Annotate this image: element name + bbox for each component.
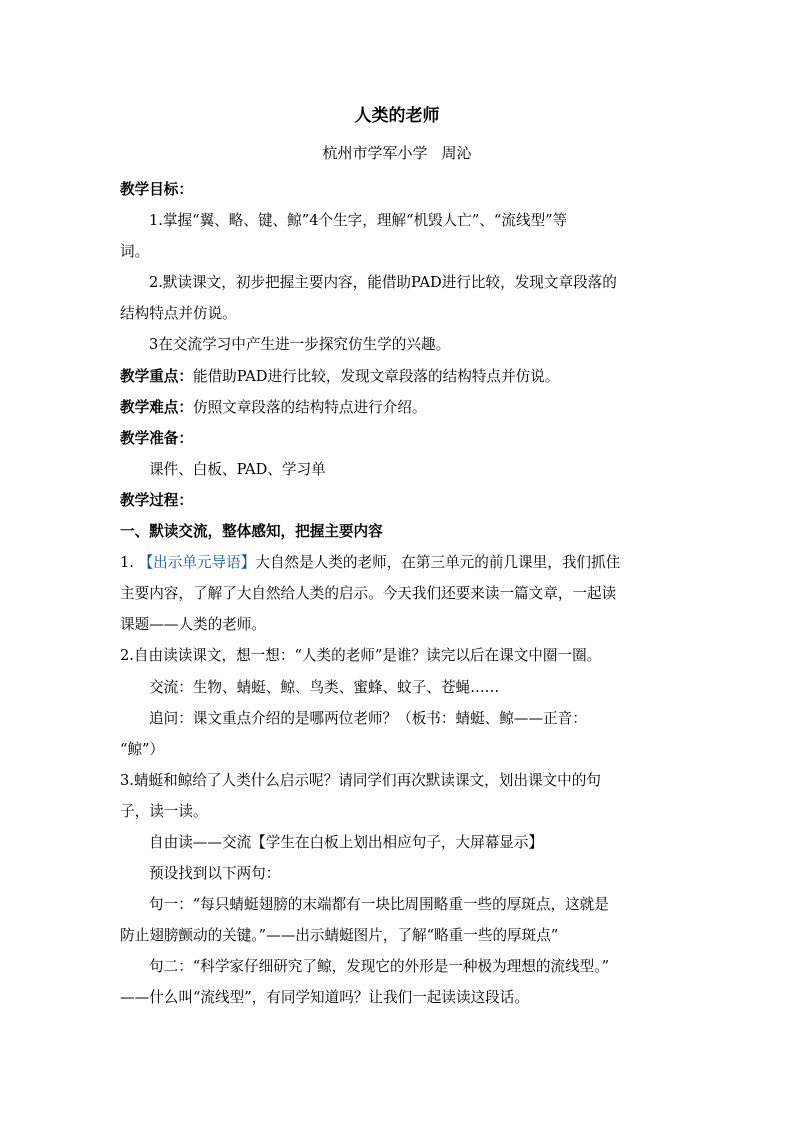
objective-1: 1.掌握“翼、略、键、鲸”4个生字，理解“机毁人亡”、“流线型”等 — [149, 212, 568, 230]
process-2-followup-cont: “鲸”） — [120, 740, 165, 758]
difficulty-line — [120, 392, 680, 423]
author-line — [0, 140, 794, 166]
process-2-exchange: 交流：生物、蜻蜓、鲸、鸟类、蜜蜂、蚊子、苍蝇…… — [149, 678, 500, 696]
difficulty-label: 教学难点： — [120, 398, 193, 416]
document-title: 人类的老师 — [354, 106, 440, 126]
section-heading-objectives: 教学目标： — [120, 181, 193, 198]
key-point-line — [120, 361, 680, 392]
process-3-cont: 子，读一读。 — [120, 802, 208, 820]
process-2: 2.自由读读课文，想一想：“人类的老师”是谁？读完以后在课文中圈一圈。 — [120, 647, 602, 665]
process-3: 3.蜻蜓和鲸给了人类什么启示呢？请同学们再次默读课文，划出课文中的句 — [120, 771, 601, 789]
unit-intro-tag: 【出示单元导语】 — [138, 554, 256, 572]
process-step-1-heading: 一、默读交流，整体感知，把握主要内容 — [120, 523, 383, 541]
preparation-items: 课件、白板、PAD、学习单 — [149, 460, 326, 478]
process-3-preset: 预设找到以下两句： — [149, 865, 281, 883]
sentence-2: 句二：“科学家仔细研究了鲸，发现它的外形是一种极为理想的流线型。” — [149, 958, 610, 976]
section-heading-process: 教学过程： — [120, 491, 193, 509]
objective-2: 2.默读课文，初步把握主要内容，能借助PAD进行比较，发现文章段落的 — [149, 274, 617, 292]
section-heading-preparation: 教学准备： — [120, 429, 193, 447]
author-name: 周沁 — [441, 144, 472, 162]
process-2-followup: 追问：课文重点介绍的是哪两位老师？（板书：蜻蜓、鲸——正音： — [149, 709, 587, 727]
key-point-text: 能借助PAD进行比较，发现文章段落的结构特点并仿说。 — [192, 367, 560, 385]
objective-3: 3在交流学习中产生进一步探究仿生学的兴趣。 — [149, 336, 451, 354]
sentence-2-cont: ——什么叫“流线型”，有同学知道吗？让我们一起读读这段话。 — [120, 989, 529, 1007]
objective-2-cont: 结构特点并仿说。 — [120, 305, 237, 323]
process-3-activity: 自由读——交流【学生在白板上划出相应句子，大屏幕显示】 — [149, 833, 544, 851]
sentence-1-cont: 防止翅膀颤动的关键。”——出示蜻蜓图片，了解“略重一些的厚斑点” — [120, 927, 559, 945]
process-1-cont: 主要内容，了解了大自然给人类的启示。今天我们还要来读一篇文章，一起读 — [120, 585, 617, 603]
process-1-cont-2: 课题——人类的老师。 — [120, 616, 266, 634]
document-body — [120, 174, 680, 1014]
author-school: 杭州市学军小学 — [322, 144, 428, 162]
process-1-number: 1. — [120, 554, 134, 572]
objective-1-cont: 词。 — [120, 243, 150, 261]
process-1-text: 大自然是人类的老师，在第三单元的前几课里，我们抓住 — [255, 554, 621, 572]
process-1-line — [120, 547, 680, 578]
sentence-1: 句一：“每只蜻蜓翅膀的末端都有一块比周围略重一些的厚斑点，这就是 — [149, 896, 609, 914]
difficulty-text: 仿照文章段落的结构特点进行介绍。 — [192, 398, 427, 416]
key-point-label: 教学重点： — [120, 367, 193, 385]
